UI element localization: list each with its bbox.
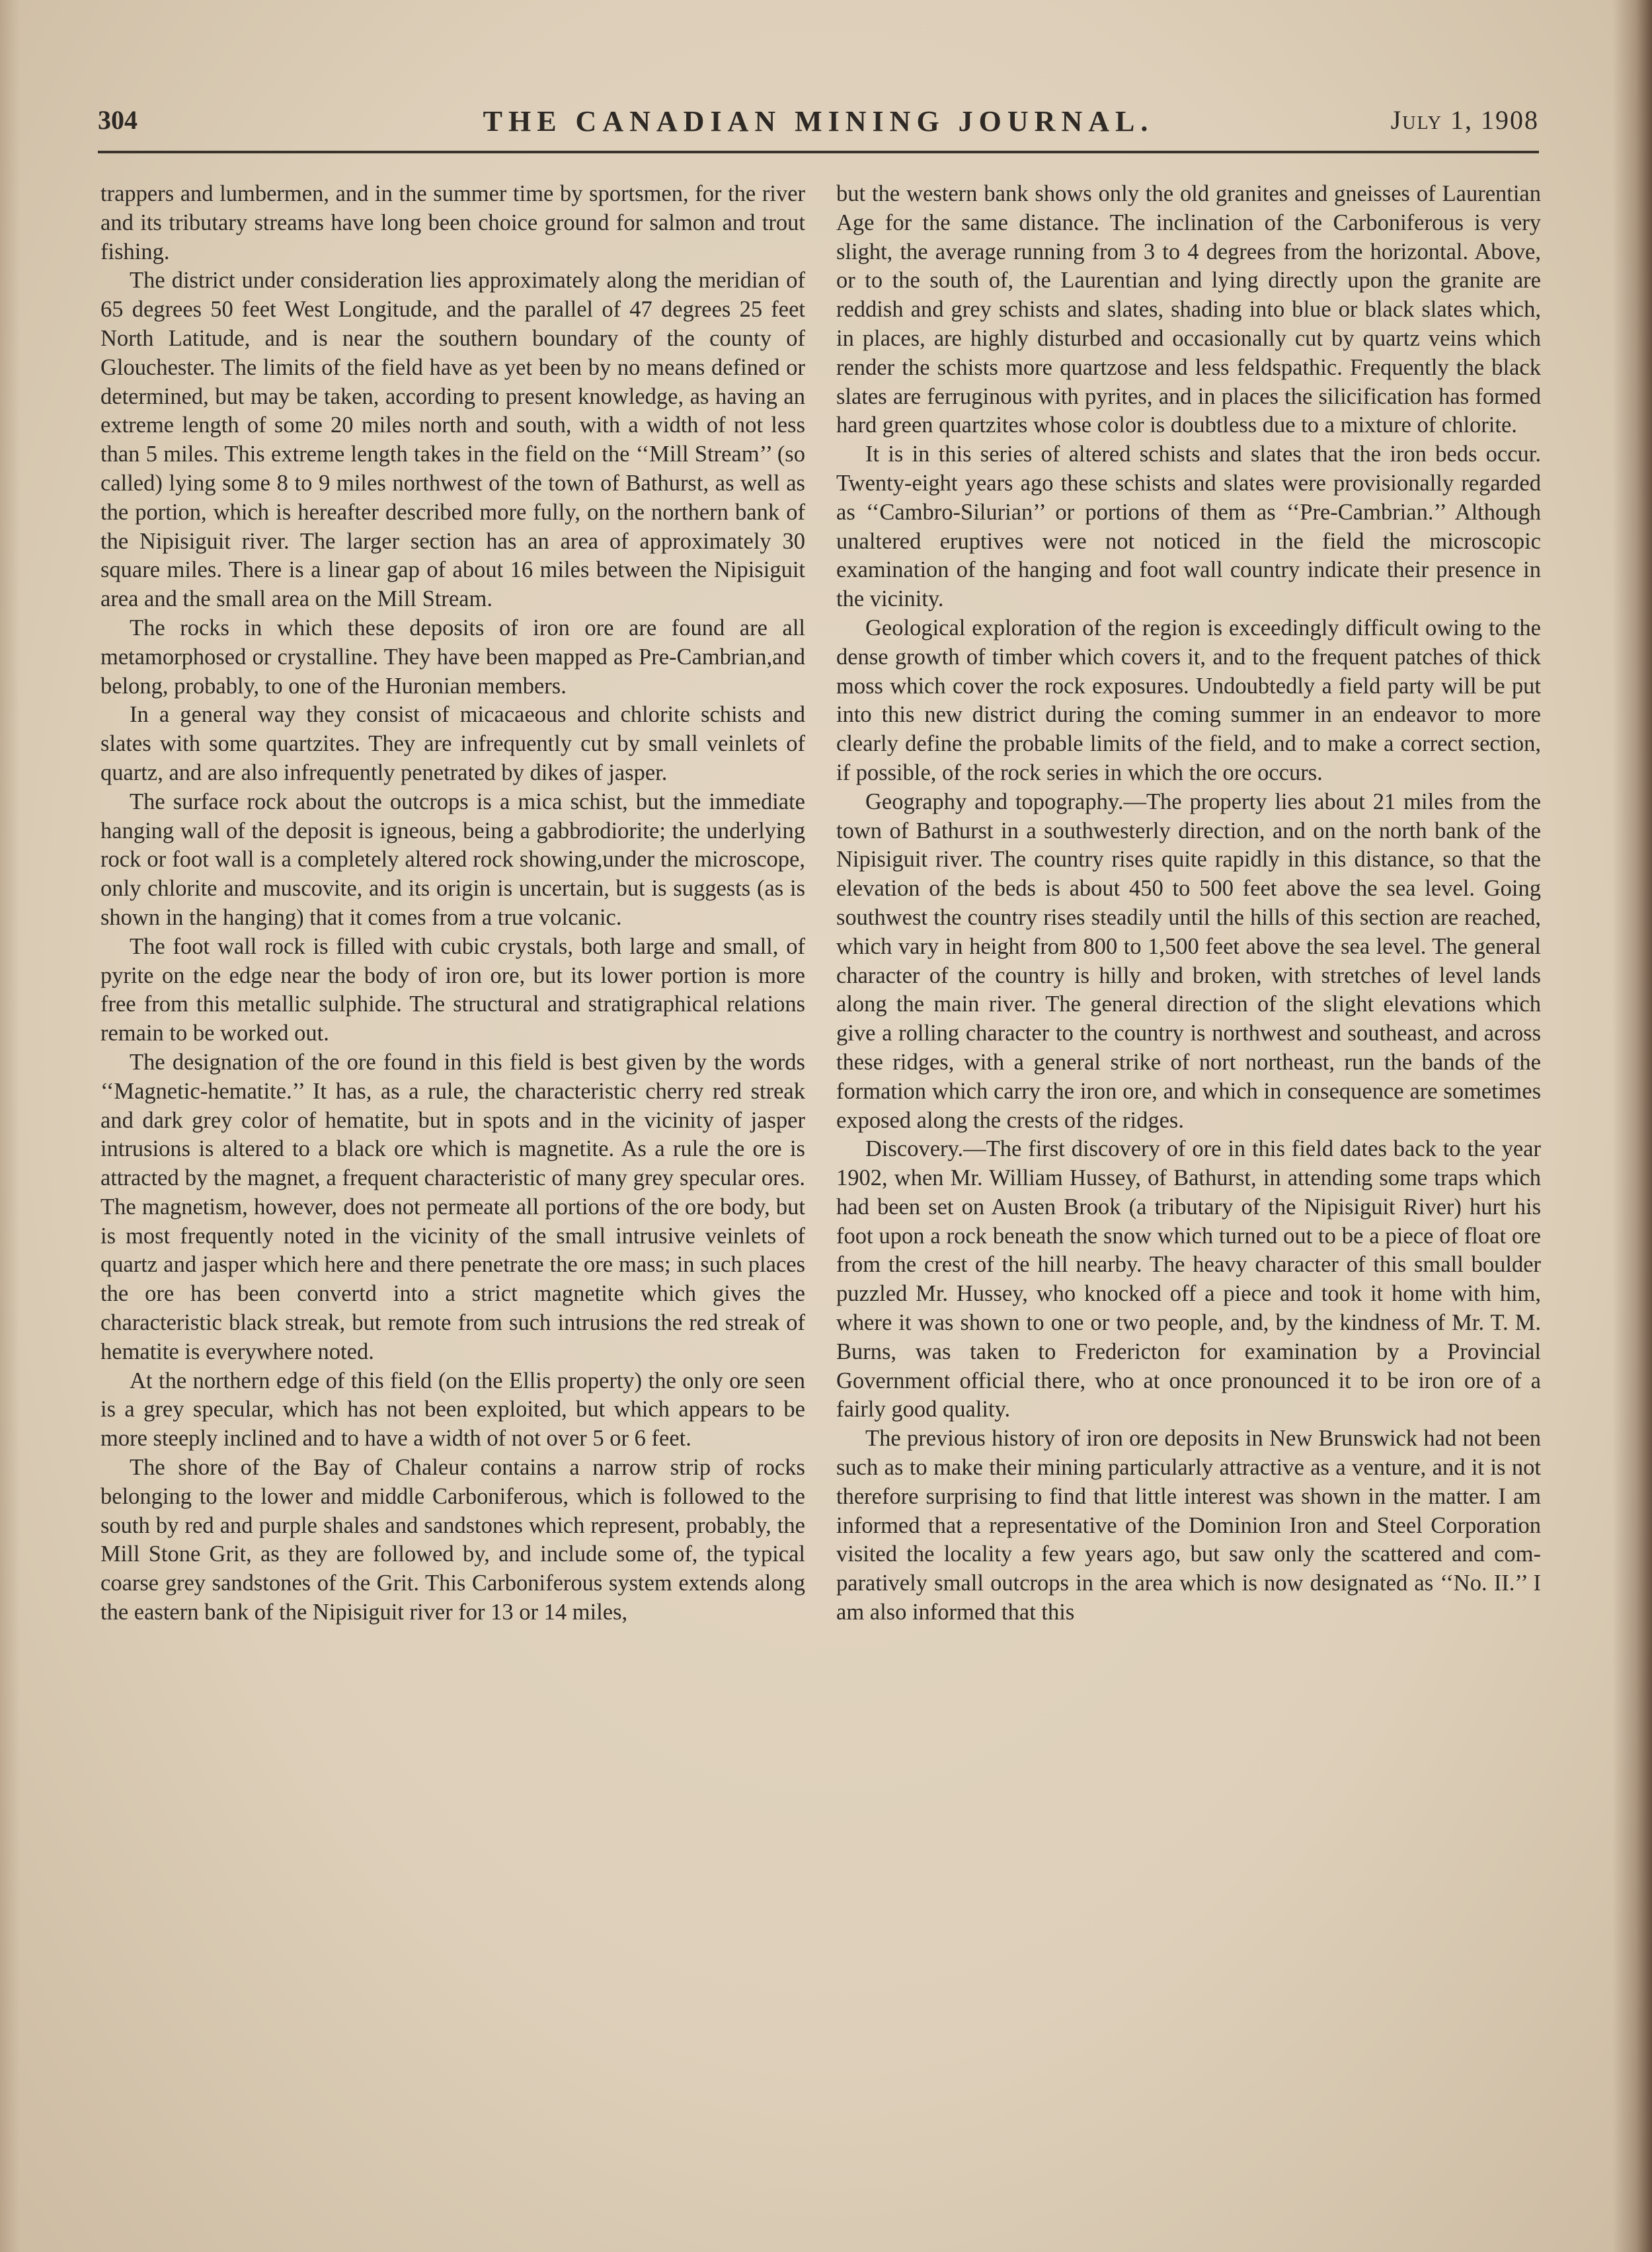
paragraph: Discovery.—The first discovery of ore in this field dates back to the year 1902, when Mr. William Hussey, of Bathurst, in attending some traps which had been set on Austen Brook (a tributary of the Nipisiguit River) hurt his foot upon a rock beneath the snow which turned out to be a piece of float ore from the crest of the hill nearby. The heavy character of this small boulder puzzled Mr. Hussey, who knocked off a piece and took it home with him, where it was shown to one or two people, and, by the kindness of Mr. T. M. Burns, was taken to Fredericton for examination by a Provincial Government official there, who at once pronounced it to be iron ore of a fairly good quality. — [836, 1136, 1541, 1422]
paragraph: It is in this series of altered schists and slates that the iron beds occur. Twenty-eight years ago these schists and slates were provisionally regarded as ‘‘Cambro-Silurian’’ or portions of them as ‘‘Pre-Cambrian.’’ Although unaltered eruptives were not noticed in the field the microscopic examination of the hanging and foot wall country indicate their presence in the vicinity. — [836, 442, 1541, 612]
paragraph: The district under consideration lies approximately along the meridian of 65 degrees 50 feet West Longitude, and the parallel of 47 degrees 25 feet North Latitude, and is near the southern boundary of the county of Glouchester. The limits of the field have as yet been by no means defined or determined, but may be taken, according to present knowledge, as having an extreme length of some 20 miles north and south, with a width of not less than 5 miles. This extreme length takes in the field on the ‘‘Mill Stream’’ (so called) lying some 8 to 9 miles northwest of the town of Bathurst, as well as the portion, which is hereafter described more fully, on the northern bank of the Nipisiguit river. The larger section has an area of approximately 30 square miles. There is a linear gap of about 16 miles between the Nipisiguit area and the small area on the Mill Stream. — [100, 268, 805, 612]
paragraph: but the western bank shows only the old granites and gneisses of Laurentian Age for the same distance. The inclination of the Carboniferous is very slight, the average running from 3 to 4 degrees from the horizontal. Above, or to the south of, the Laurentian and lying directly upon the granite are reddish and grey schists and slates, shading into blue or black slates which, in places, are highly disturbed and occasionally cut by quartz veins which render the schists more quartzose and less feldspathic. Frequently the black slates are ferruginous with pyrites, and in places the silicification has formed hard green quartzites whose color is doubtless due to a mixture of chlorite. — [836, 181, 1541, 438]
paragraph: At the northern edge of this field (on the Ellis property) the only ore seen is a grey specular, which has not been exploited, but which appears to be more steeply inclined and to have a width of not over 5 or 6 feet. — [100, 1368, 805, 1452]
paragraph: The previous history of iron ore deposits in New Brunswick had not been such as to make their mining particularly attractive as a venture, and it is not therefore surprising to find that little interest was shown in the matter. I am informed that a representative of the Dominion Iron and Steel Corporation visited the locality a few years ago, but saw only the scattered and comparatively small outcrops in the area which is now designated as ‘‘No. II.’’ I am also informed that this — [836, 1426, 1541, 1625]
paragraph: Geography and topography.—The property lies about 21 miles from the town of Bathurst in a southwesterly direction, and on the north bank of the Nipisiguit river. The country rises quite rapidly in this distance, so that the elevation of the beds is about 450 to 500 feet above the sea level. Going southwest the country rises steadily until the hills of this section are reached, which vary in height from 800 to 1,500 feet above the sea level. The general character of the country is hilly and broken, with stretches of level lands along the main river. The general direction of the slight elevations which give a rolling character to the country is northwest and southeast, and across these ridges, with a general strike of nort northeast, run the bands of the formation which carry the iron ore, and which in consequence are sometimes exposed along the crests of the ridges. — [836, 789, 1541, 1133]
running-header — [98, 104, 1539, 151]
header-rule — [98, 151, 1539, 153]
page-number: 304 — [98, 105, 138, 135]
paragraph: The foot wall rock is filled with cubic crystals, both large and small, of pyrite on the edge near the body of iron ore, but its lower portion is more free from this metallic sulphide. The structural and stratigraphical relations remain to be worked out. — [100, 933, 805, 1046]
issue-date: July 1, 1908 — [1390, 105, 1539, 135]
paragraph: trappers and lumbermen, and in the summer time by sportsmen, for the river and its tributary streams have long been choice ground for salmon and trout fishing. — [100, 181, 805, 264]
paragraph: In a general way they consist of micacaeous and chlorite schists and slates with some quartzites. They are infrequently cut by small veinlets of quartz, and are also infrequently penetrated by dikes of jasper. — [100, 702, 805, 785]
right-column — [836, 180, 1541, 1627]
paragraph: The surface rock about the outcrops is a mica schist, but the immediate hanging wall of the deposit is igneous, being a gabbrodiorite; the underlying rock or foot wall is a completely altered rock showing,under the microscope, only chlorite and muscovite, and its origin is uncertain, but is suggests (as is shown in the hanging) that it comes from a true volcanic. — [100, 789, 805, 930]
journal-title: THE CANADIAN MINING JOURNAL. — [483, 105, 1154, 137]
left-column — [100, 180, 805, 1627]
paragraph: Geological exploration of the region is exceedingly difficult owing to the dense growth of timber which covers it, and to the frequent patches of thick moss which cover the rock exposures. Undoubtedly a field party will be put into this new district during the coming summer in an endeavor to more clearly define the probable limits of the field, and to make a correct section, if possible, of the rock series in which the ore occurs. — [836, 615, 1541, 785]
page-edge-shadow — [0, 0, 20, 2252]
paragraph: The designation of the ore found in this field is best given by the words ‘‘Magnetic-hematite.’’ It has, as a rule, the characteristic cherry red streak and dark grey color of hematite, but in spots and in the vicinity of jasper intrusions is altered to a black ore which is magnetite. As a rule the ore is attracted by the magnet, a frequent characteristic of many grey specular ores. The magnetism, however, does not permeate all portions of the ore body, but is most frequently noted in the vicinity of the small intrusive veinlets of quartz and jasper which here and there penetrate the ore mass; in such places the ore has been convertd into a strict magnetite which gives the characteristic black streak, but remote from such intrusions the red streak of hematite is everywhere noted. — [100, 1049, 805, 1364]
spine-shadow — [1612, 0, 1652, 2252]
paragraph: The shore of the Bay of Chaleur contains a narrow strip of rocks belonging to the lower and middle Carboniferous, which is followed to the south by red and purple shales and sandstones which represent, probably, the Mill Stone Grit, as they are followed by, and include some of, the typical coarse grey sandstones of the Grit. This Carboniferous system extends along the eastern bank of the Nipisiguit river for 13 or 14 miles, — [100, 1455, 805, 1625]
paragraph: The rocks in which these deposits of iron ore are found are all metamorphosed or crystalline. They have been mapped as Pre-Cambrian,and belong, probably, to one of the Huronian members. — [100, 615, 805, 699]
